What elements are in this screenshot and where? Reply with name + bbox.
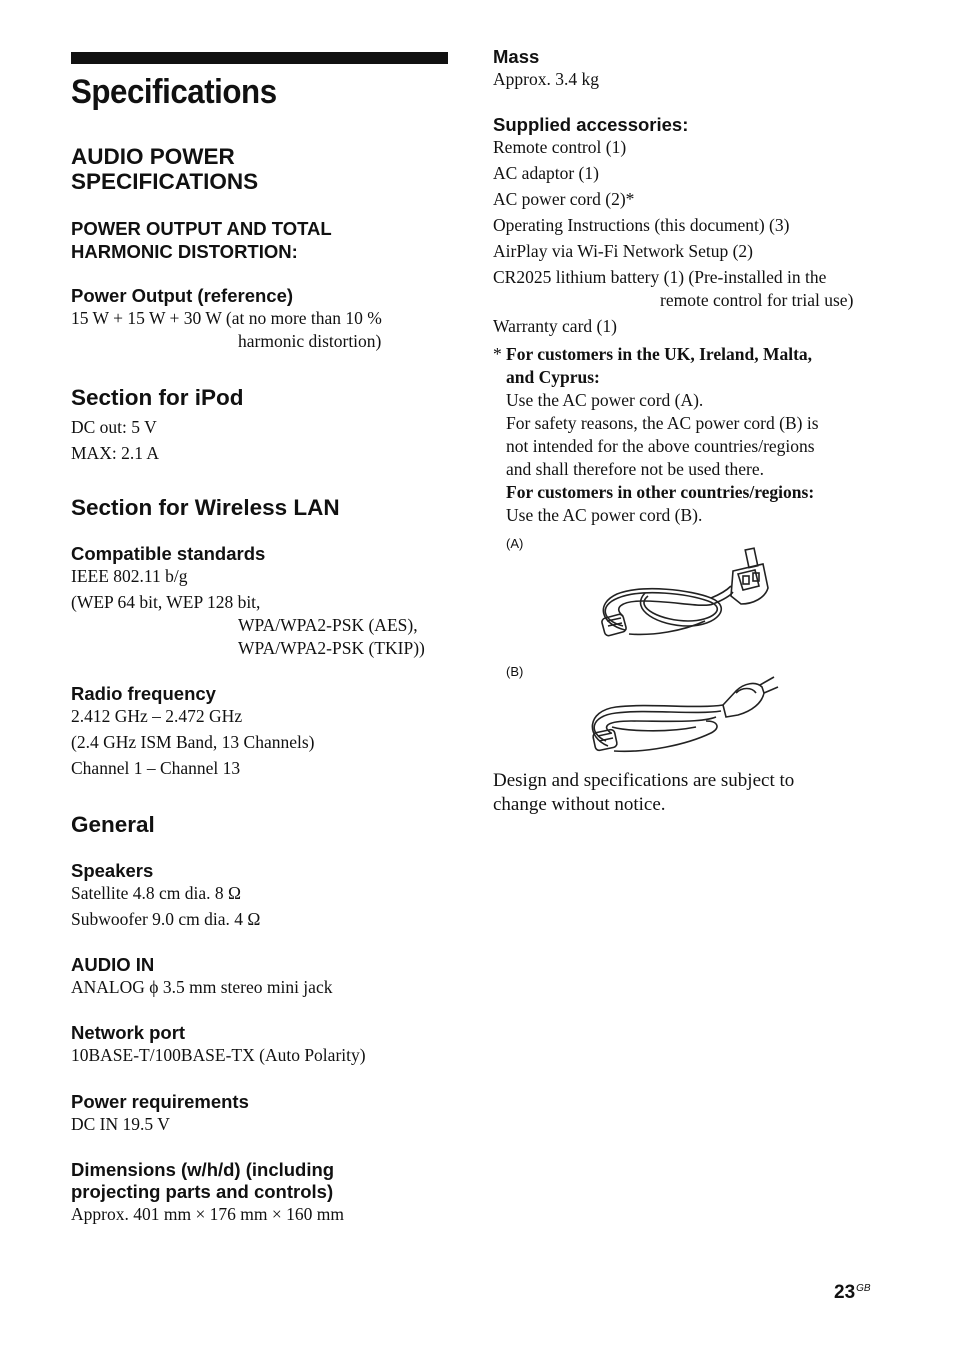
mass-label: Mass	[493, 46, 540, 67]
power-cord-note	[493, 343, 873, 527]
accessory-item: Operating Instructions (this document) (3)	[493, 215, 790, 235]
network-port-value: 10BASE-T/100BASE-TX (Auto Polarity)	[71, 1045, 366, 1065]
compatible-standards-label: Compatible standards	[71, 543, 266, 564]
dimensions	[71, 1159, 448, 1226]
general-heading: General	[71, 812, 155, 837]
audio-power-section	[71, 144, 448, 194]
dimensions-value: Approx. 401 mm × 176 mm × 160 mm	[71, 1204, 345, 1224]
note-uk-heading-line2: and Cyprus:	[506, 367, 600, 387]
audio-power-heading-line2: SPECIFICATIONS	[71, 169, 259, 194]
design-notice	[493, 769, 883, 817]
note-asterisk: *	[493, 344, 502, 364]
design-notice-line2: change without notice.	[493, 794, 666, 815]
accessory-item: AirPlay via Wi-Fi Network Setup (2)	[493, 241, 753, 261]
power-requirements-label: Power requirements	[71, 1091, 249, 1112]
radio-frequency-label: Radio frequency	[71, 683, 216, 704]
page-number-suffix: GB	[856, 1282, 871, 1294]
note-uk-heading-line1: For customers in the UK, Ireland, Malta,	[506, 344, 813, 364]
cord-b-label: (B)	[506, 664, 524, 679]
accessory-battery-line2: remote control for trial use)	[660, 290, 854, 310]
audio-in	[71, 954, 448, 999]
page-title: Specifications	[71, 73, 277, 111]
uk-power-cord-illustration	[593, 546, 778, 646]
ipod-heading: Section for iPod	[71, 385, 244, 410]
speakers-label: Speakers	[71, 860, 154, 881]
accessory-item: Remote control (1)	[493, 137, 627, 157]
power-requirements-value: DC IN 19.5 V	[71, 1114, 170, 1134]
compatible-standards-line2: (WEP 64 bit, WEP 128 bit,	[71, 592, 261, 612]
power-requirements	[71, 1091, 448, 1136]
compatible-standards	[71, 543, 448, 660]
accessory-battery-line1: CR2025 lithium battery (1) (Pre-installed in the	[493, 267, 827, 287]
ipod-max: MAX: 2.1 A	[71, 443, 159, 463]
page-number-value: 23	[834, 1282, 856, 1303]
compatible-standards-line3: WPA/WPA2-PSK (AES),	[238, 615, 418, 635]
wlan-section	[71, 495, 448, 520]
power-output-value-line1: 15 W + 15 W + 30 W (at no more than 10 %	[71, 308, 382, 328]
mass-value: Approx. 3.4 kg	[493, 69, 599, 89]
note-safety-line1: For safety reasons, the AC power cord (B) is	[506, 413, 819, 433]
accessory-warranty: Warranty card (1)	[493, 316, 617, 336]
speakers-satellite: Satellite 4.8 cm dia. 8 Ω	[71, 883, 241, 903]
left-column	[71, 52, 448, 1224]
page-number	[834, 1282, 871, 1304]
power-output-heading-line2: HARMONIC DISTORTION:	[71, 241, 298, 262]
radio-frequency-line2: (2.4 GHz ISM Band, 13 Channels)	[71, 732, 315, 752]
speakers	[71, 860, 448, 934]
network-port	[71, 1022, 448, 1067]
cord-a-label: (A)	[506, 536, 524, 551]
title-rule	[71, 52, 448, 64]
supplied-accessories	[493, 114, 883, 341]
audio-in-label: AUDIO IN	[71, 954, 155, 975]
power-output-reference	[71, 285, 448, 353]
compatible-standards-line1: IEEE 802.11 b/g	[71, 566, 188, 586]
accessory-item: AC power cord (2)*	[493, 189, 635, 209]
note-uk-use: Use the AC power cord (A).	[506, 390, 704, 410]
note-other-use: Use the AC power cord (B).	[506, 505, 703, 525]
power-output-heading-line1: POWER OUTPUT AND TOTAL	[71, 218, 332, 239]
note-safety-line2: not intended for the above countries/regions	[506, 436, 815, 456]
power-output-subsection	[71, 217, 448, 263]
design-notice-line1: Design and specifications are subject to	[493, 770, 795, 791]
audio-power-heading-line1: AUDIO POWER	[71, 144, 235, 169]
compatible-standards-line4: WPA/WPA2-PSK (TKIP))	[238, 638, 425, 658]
ipod-section	[71, 385, 448, 468]
dimensions-label-line1: Dimensions (w/h/d) (including	[71, 1159, 335, 1180]
general-section	[71, 812, 448, 837]
speakers-subwoofer: Subwoofer 9.0 cm dia. 4 Ω	[71, 909, 261, 929]
ipod-dc-out: DC out: 5 V	[71, 417, 157, 437]
accessory-item: AC adaptor (1)	[493, 163, 599, 183]
audio-in-value: ANALOG ϕ 3.5 mm stereo mini jack	[71, 977, 333, 997]
mass	[493, 46, 870, 91]
radio-frequency-line1: 2.412 GHz – 2.472 GHz	[71, 706, 243, 726]
dimensions-label-line2: projecting parts and controls)	[71, 1181, 334, 1202]
radio-frequency-line3: Channel 1 – Channel 13	[71, 758, 241, 778]
network-port-label: Network port	[71, 1022, 186, 1043]
note-safety-line3: and shall therefore not be used there.	[506, 459, 765, 479]
wlan-heading: Section for Wireless LAN	[71, 495, 340, 520]
note-other-heading: For customers in other countries/regions:	[506, 482, 815, 502]
power-output-value-line2: harmonic distortion)	[238, 331, 382, 351]
accessories-label: Supplied accessories:	[493, 114, 689, 135]
power-output-label: Power Output (reference)	[71, 285, 294, 306]
radio-frequency	[71, 683, 448, 783]
euro-power-cord-illustration	[586, 671, 781, 756]
